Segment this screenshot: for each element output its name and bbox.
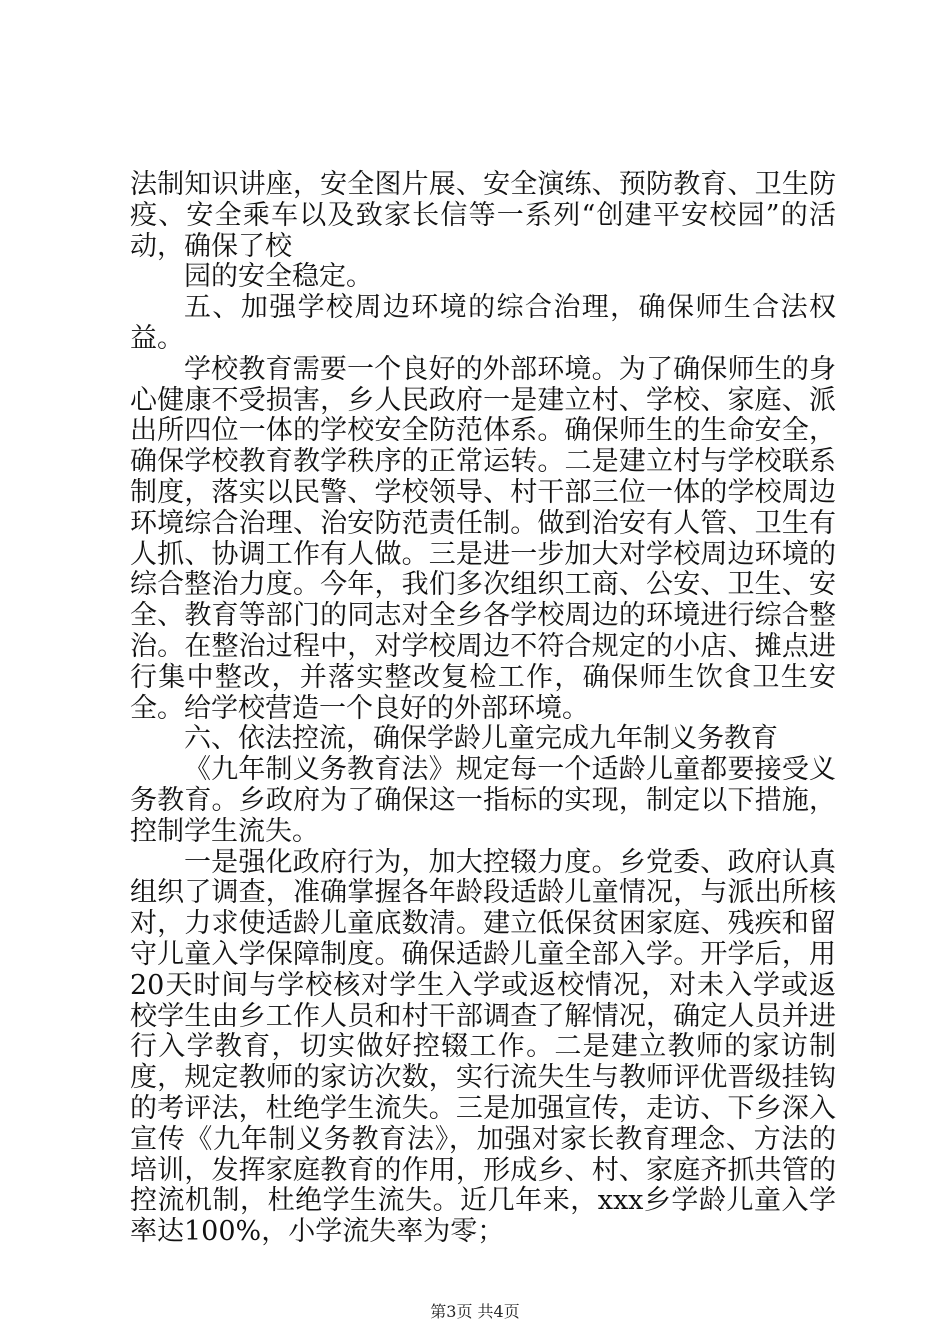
paragraph-environment: 学校教育需要一个良好的外部环境。为了确保师生的身心健康不受损害，乡人民政府一是建立村、学校、家庭、派出所四位一体的学校安全防范体系。确保师生的生命安全，确保学校教育教学秩序的正常运转。二是建立村与学校联系制度，落实以民警、学校领导、村干部三位一体的学校周边环境综合治理、治安防范责任制。做到治安有人管、卫生有人抓、协调工作有人做。三是进一步加大对学校周边环境的综合整治力度。今年，我们多次组织工商、公安、卫生、安全、教育等部门的同志对全乡各学校周边的环境进行综合整治。在整治过程中，对学校周边不符合规定的小店、摊点进行集中整改，并落实整改复检工作，确保师生饮食卫生安全。给学校营造一个良好的外部环境。 — [130, 353, 836, 724]
section-heading-6: 六、依法控流，确保学龄儿童完成九年制义务教育 — [184, 723, 778, 755]
page-number-footer: 第3页 共4页 — [430, 1302, 520, 1321]
document-body — [130, 170, 836, 1248]
paragraph-measures: 一是强化政府行为，加大控辍力度。乡党委、政府认真组织了调查，准确掌握各年龄段适龄儿童情况，与派出所核对，力求使适龄儿童底数清。建立低保贫困家庭、残疾和留守儿童入学保障制度。确保适龄儿童全部入学。开学后，用20天时间与学校核对学生入学或返校情况，对未入学或返校学生由乡工作人员和村干部调查了解情况，确定人员并进行入学教育，切实做好控辍工作。二是建立教师的家访制度，规定教师的家访次数，实行流失生与教师评优晋级挂钩的考评法，杜绝学生流失。三是加强宣传，走访、下乡深入宣传《九年制义务教育法》，加强对家长教育理念、方法的培训，发挥家庭教育的作用，形成乡、村、家庭齐抓共管的控流机制，杜绝学生流失。近几年来，xxx乡学龄儿童入学率达100%，小学流失率为零； — [130, 846, 836, 1248]
paragraph-education-law: 《九年制义务教育法》规定每一个适龄儿童都要接受义务教育。乡政府为了确保这一指标的实现，制定以下措施，控制学生流失。 — [130, 754, 836, 847]
section-heading-5: 五、加强学校周边环境的综合治理，确保师生合法权益。 — [130, 292, 836, 354]
paragraph-continuation-end: 园的安全稳定。 — [184, 261, 373, 293]
paragraph-continuation: 法制知识讲座，安全图片展、安全演练、预防教育、卫生防疫、安全乘车以及致家长信等一系列“创建平安校园”的活动，确保了校 — [130, 169, 836, 262]
